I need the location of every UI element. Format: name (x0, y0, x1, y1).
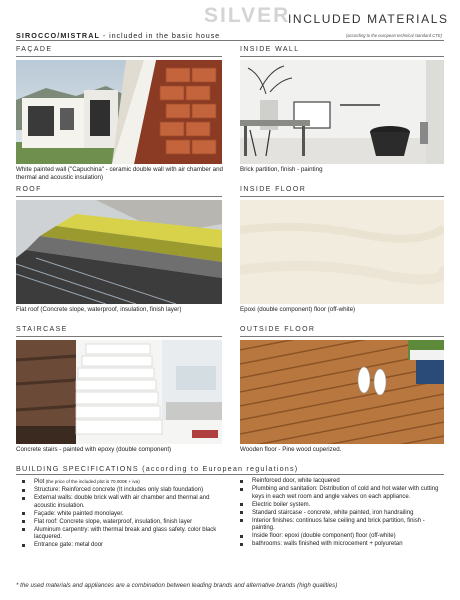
spec-text: Plumbing and sanitation: Distribution of cold and hot water with cutting keys in each wet room and angle valves on each appliance. (252, 485, 439, 500)
bullet-icon (22, 489, 25, 492)
section-title-facade: FAÇADE (16, 46, 53, 53)
model-subtitle: - included in the basic house (99, 31, 221, 40)
list-item (22, 542, 232, 550)
list-item (22, 487, 232, 495)
model-name: SIROCCO/MISTRAL (16, 31, 100, 40)
section-divider (16, 196, 222, 197)
spec-text: External walls: double brick wall with air chamber and thermal and acoustic insulation. (34, 494, 210, 509)
page-title: INCLUDED MATERIALS (288, 12, 449, 26)
footnote: * the used materials and appliances are a combination between leading brands and alternative brands (high qualities) (16, 582, 338, 589)
section-divider (240, 56, 444, 57)
bullet-icon (240, 511, 243, 514)
list-item (240, 533, 446, 541)
outside-floor-photo (240, 340, 444, 444)
list-item (22, 511, 232, 519)
specs-right-column (240, 478, 446, 549)
section-title-outside-floor: OUTSIDE FLOOR (240, 326, 316, 333)
spec-text: Structure: Reinforced concrete (It includes only slab foundation) (34, 486, 204, 493)
header-divider (16, 40, 444, 41)
inside-floor-photo (240, 200, 444, 304)
bullet-icon (22, 480, 25, 483)
bullet-icon (240, 543, 243, 546)
list-item (22, 495, 232, 510)
list-item (22, 478, 232, 487)
spec-text: Reinforced door, white lacquered (252, 478, 340, 484)
bullet-icon (240, 503, 243, 506)
staircase-photo (16, 340, 222, 444)
spec-text: Aluminum carpentry: with thermal break and glass safety. color black lacquered. (34, 526, 217, 541)
specs-left-column (22, 478, 232, 550)
list-item (240, 486, 446, 501)
bullet-icon (240, 519, 243, 522)
roof-photo (16, 200, 222, 304)
model-line (16, 31, 220, 40)
list-item (240, 518, 446, 533)
list-item (240, 478, 446, 486)
section-divider (240, 336, 444, 337)
bullet-icon (22, 528, 25, 531)
section-title-staircase: STAIRCASE (16, 326, 68, 333)
list-item (240, 541, 446, 549)
roof-caption: Flat roof (Concrete slope, waterproof, insulation, finish layer) (16, 306, 182, 313)
section-title-inside-wall: INSIDE WALL (240, 46, 300, 53)
staircase-caption: Concrete stairs - painted with epoxy (double component) (16, 446, 172, 453)
bullet-icon (22, 520, 25, 523)
list-item (22, 527, 232, 542)
spec-text: bathrooms: walls finished with microcement + polyuretan (252, 541, 403, 548)
spec-text: Façade: white painted monolayer. (34, 510, 124, 517)
section-divider (240, 196, 444, 197)
bullet-icon (22, 544, 25, 547)
brand-title: SILVER (204, 4, 291, 27)
section-divider (16, 56, 222, 57)
bullet-icon (22, 512, 25, 515)
bullet-icon (240, 480, 243, 483)
spec-note: (the price of the included plot is 70.000€ + iva) (44, 479, 140, 484)
bullet-icon (240, 535, 243, 538)
spec-text: Plot (34, 479, 45, 485)
specs-title: BUILDING SPECIFICATIONS (according to European regulations) (16, 464, 299, 473)
inside-wall-caption: Brick partition, finish - painting (240, 166, 323, 173)
list-item (240, 510, 446, 518)
section-divider (16, 336, 222, 337)
outside-floor-caption: Wooden floor - Pine wood cuperized. (240, 446, 342, 453)
facade-caption: White painted wall ("Capuchina" - ceramic double wall with air chamber and thermal and acoustic insulation) (16, 166, 223, 181)
section-title-inside-floor: INSIDE FLOOR (240, 186, 307, 193)
spec-text: Standard staircase - concrete, white painted, iron handrailing (252, 509, 414, 516)
standard-note: (according to the european technical standard CTE) (345, 33, 442, 38)
bullet-icon (240, 488, 243, 491)
inside-floor-caption: Epoxi (double component) floor (off-white) (240, 306, 356, 313)
specs-divider (16, 474, 444, 475)
spec-text: Inside floor: epoxi (double component) floor (off-white) (252, 533, 396, 540)
spec-text: Flat roof: Concrete slope, waterproof, insulation, finish layer (34, 518, 193, 525)
list-item (240, 502, 446, 510)
list-item (22, 519, 232, 527)
spec-text: Interior finishes: continuos false ceiling and brick partition, finish - painting. (252, 517, 425, 532)
page-header (0, 0, 460, 40)
facade-photo (16, 60, 222, 164)
bullet-icon (22, 497, 25, 500)
spec-text: Entrance gate: metal door (34, 542, 104, 549)
section-title-roof: ROOF (16, 186, 42, 193)
spec-text: Electric boiler system. (252, 501, 311, 508)
inside-wall-photo (240, 60, 444, 164)
